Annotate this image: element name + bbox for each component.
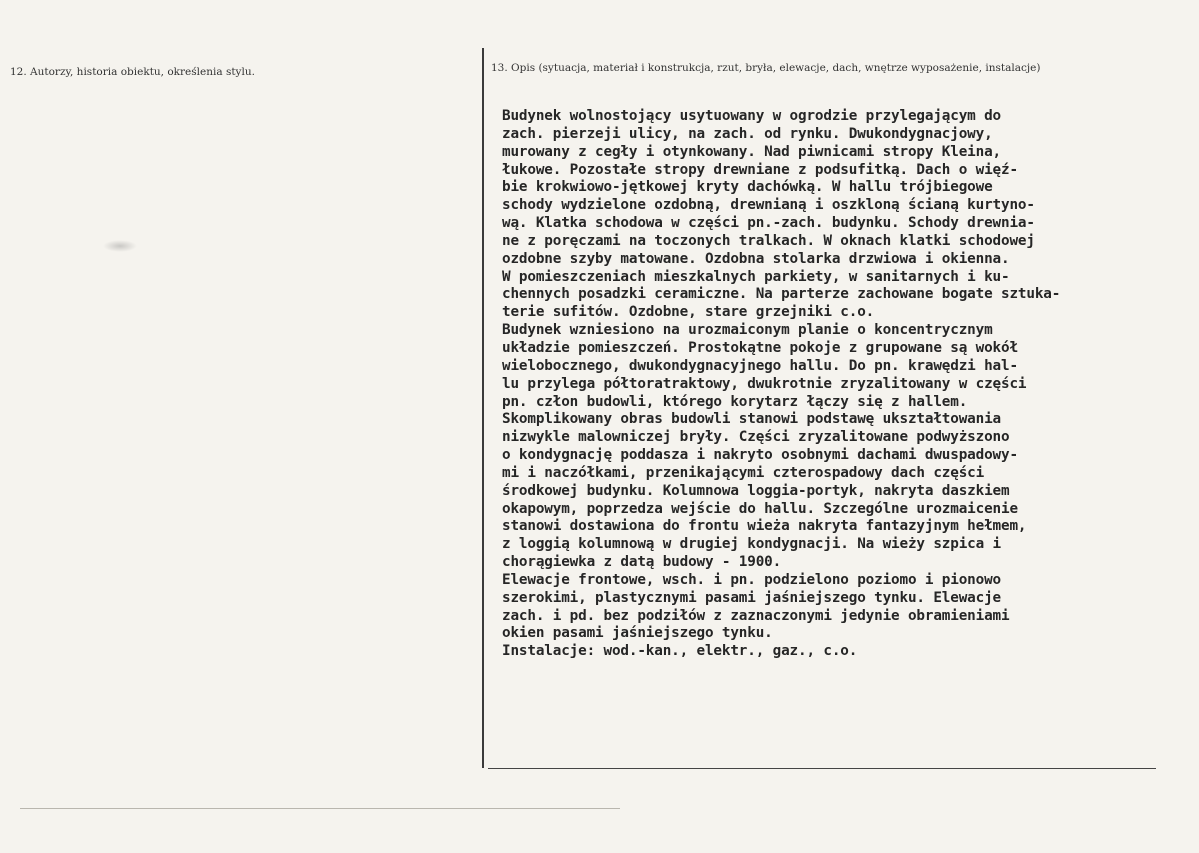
description-line: mi i naczółkami, przenikającymi czterospadowy dach części (502, 464, 985, 481)
description-line: łukowe. Pozostałe stropy drewniane z podsufitką. Dach o więź- (502, 161, 1018, 178)
ink-smudge (103, 240, 137, 252)
description-line: szerokimi, plastycznymi pasami jaśniejszego tynku. Elewacje (502, 589, 1001, 606)
description-line: z loggią kolumnową w drugiej kondygnacji. Na wieży szpica i (502, 536, 1001, 553)
description-line: lu przylega półtoratraktowy, dwukrotnie zryzalitowany w części (502, 375, 1027, 392)
description-line: zach. i pd. bez podziłów z zaznaczonymi jedynie obramieniami (502, 607, 1010, 624)
description-line: Skomplikowany obras budowli stanowi podstawę ukształtowania (502, 411, 1001, 428)
description-line: okapowym, poprzedza wejście do hallu. Szczególne urozmaicenie (502, 500, 1018, 517)
description-line: W pomieszczeniach mieszkalnych parkiety, w sanitarnych i ku- (502, 268, 1010, 285)
description-line: stanowi dostawiona do frontu wieża nakryta fantazyjnym hełmem, (502, 518, 1027, 535)
column-divider (482, 48, 484, 768)
description-line: o kondygnację poddasza i nakryto osobnymi dachami dwuspadowy- (502, 447, 1018, 464)
description-line: ne z poręczami na toczonych tralkach. W oknach klatki schodowej (502, 232, 1035, 249)
faint-rule (20, 808, 620, 809)
description-line: murowany z cegły i otynkowany. Nad piwnicami stropy Kleina, (502, 143, 1001, 160)
description-line: okien pasami jaśniejszego tynku. (502, 625, 773, 642)
description-line: Budynek wzniesiono na urozmaiconym planie o koncentrycznym (502, 322, 993, 339)
description-line: Budynek wolnostojący usytuowany w ogrodzie przylegającym do (502, 108, 1001, 124)
section-13-heading: 13. Opis (sytuacja, materiał i konstrukcja, rzut, bryła, elewacje, dach, wnętrze wyposażenie, instalacje) (491, 62, 1041, 74)
description-line: schody wydzielone ozdobną, drewnianą i oszkloną ścianą kurtyno- (502, 197, 1035, 214)
description-line: terie sufitów. Ozdobne, stare grzejniki c.o. (502, 304, 875, 321)
description-line: układzie pomieszczeń. Prostokątne pokoje z grupowane są wokół (502, 339, 1018, 356)
description-line: wą. Klatka schodowa w części pn.-zach. budynku. Schody drewnia- (502, 215, 1035, 232)
description-line: Instalacje: wod.-kan., elektr., gaz., c.o. (502, 643, 858, 660)
bottom-rule (488, 768, 1156, 769)
description-line: środkowej budynku. Kolumnowa loggia-portyk, nakryta daszkiem (502, 482, 1010, 499)
description-line: chorągiewka z datą budowy - 1900. (502, 554, 782, 571)
description-line: Elewacje frontowe, wsch. i pn. podzielono poziomo i pionowo (502, 571, 1001, 588)
description-body (502, 108, 1192, 661)
description-line: bie krokwiowo-jętkowej kryty dachówką. W hallu trójbiegowe (502, 179, 993, 196)
description-line: zach. pierzeji ulicy, na zach. od rynku. Dwukondygnacjowy, (502, 125, 993, 142)
description-line: wielobocznego, dwukondygnacyjnego hallu. Do pn. krawędzi hal- (502, 357, 1018, 374)
description-line: pn. człon budowli, którego korytarz łączy się z hallem. (502, 393, 968, 410)
description-line: ozdobne szyby matowane. Ozdobna stolarka drzwiowa i okienna. (502, 250, 1010, 267)
section-12-heading: 12. Autorzy, historia obiektu, określenia stylu. (10, 66, 255, 78)
description-line: chennych posadzki ceramiczne. Na parterze zachowane bogate sztuka- (502, 286, 1061, 303)
description-line: nizwykle malowniczej bryły. Części zryzalitowane podwyższono (502, 429, 1010, 446)
